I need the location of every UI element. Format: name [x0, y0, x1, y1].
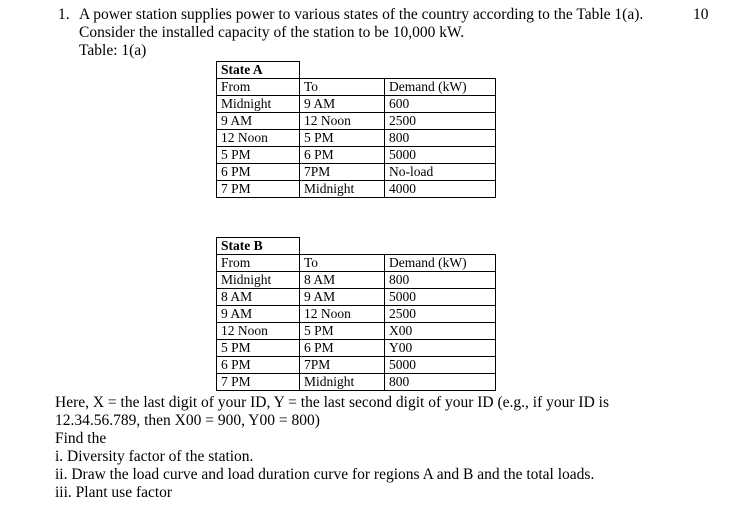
table-cell: 5000 — [385, 357, 496, 374]
header-to: To — [300, 79, 385, 96]
table-cell: 800 — [385, 374, 496, 391]
table-row — [217, 323, 496, 340]
table-row — [217, 164, 496, 181]
table-cell: 6 PM — [217, 164, 300, 181]
task-item: iii. Plant use factor — [55, 484, 173, 501]
table-cell: 5 PM — [300, 323, 385, 340]
table-row — [217, 340, 496, 357]
table-cell: 9 AM — [217, 113, 300, 130]
table-row — [217, 357, 496, 374]
table-cell: 7PM — [300, 164, 385, 181]
table-cell: Y00 — [385, 340, 496, 357]
note-line-1: Here, X = the last digit of your ID, Y = the last second digit of your ID (e.g., if your ID is — [55, 394, 609, 411]
task-item: ii. Draw the load curve and load duration curve for regions A and B and the total loads. — [55, 466, 595, 483]
table-cell: 5 PM — [300, 130, 385, 147]
table-row — [217, 130, 496, 147]
question-line-1: A power station supplies power to various states of the country according to the Table 1(a). — [79, 6, 644, 23]
table-cell: 6 PM — [300, 147, 385, 164]
state-b-title: State B — [217, 238, 300, 255]
table-cell: X00 — [385, 323, 496, 340]
state-b-table — [216, 237, 496, 391]
table-row — [217, 306, 496, 323]
table-row — [217, 113, 496, 130]
header-to: To — [300, 255, 385, 272]
table-row — [217, 147, 496, 164]
table-cell: Midnight — [217, 272, 300, 289]
table-row — [217, 96, 496, 113]
header-from: From — [217, 255, 300, 272]
header-demand: Demand (kW) — [385, 79, 496, 96]
table-cell: 9 AM — [300, 289, 385, 306]
table-cell: 9 AM — [300, 96, 385, 113]
table-cell: 6 PM — [217, 357, 300, 374]
table-cell: 4000 — [385, 181, 496, 198]
table-cell: 7 PM — [217, 181, 300, 198]
question-line-2: Consider the installed capacity of the station to be 10,000 kW. — [79, 24, 465, 41]
header-from: From — [217, 79, 300, 96]
table-header-row — [217, 79, 496, 96]
table-cell: No-load — [385, 164, 496, 181]
table-row — [217, 272, 496, 289]
table-cell: Midnight — [300, 181, 385, 198]
table-row — [217, 181, 496, 198]
table-cell: 12 Noon — [217, 323, 300, 340]
table-row — [217, 374, 496, 391]
table-cell: 5000 — [385, 147, 496, 164]
table-cell: 9 AM — [217, 306, 300, 323]
state-a-table — [216, 61, 496, 198]
table-cell: 12 Noon — [300, 113, 385, 130]
question-marks: 10 — [693, 6, 709, 23]
table-cell: 5 PM — [217, 147, 300, 164]
table-header-row — [217, 255, 496, 272]
table-cell: 8 AM — [217, 289, 300, 306]
table-cell: 7PM — [300, 357, 385, 374]
header-demand: Demand (kW) — [385, 255, 496, 272]
table-cell: 2500 — [385, 113, 496, 130]
table-cell: 12 Noon — [300, 306, 385, 323]
table-cell: Midnight — [300, 374, 385, 391]
find-the-label: Find the — [55, 430, 107, 447]
table-row — [217, 289, 496, 306]
question-number: 1. — [58, 6, 70, 23]
table-cell: 7 PM — [217, 374, 300, 391]
state-a-title: State A — [217, 62, 300, 79]
table-cell: 12 Noon — [217, 130, 300, 147]
table-row — [217, 238, 496, 255]
table-cell: 600 — [385, 96, 496, 113]
table-cell: 5 PM — [217, 340, 300, 357]
table-cell: 2500 — [385, 306, 496, 323]
table-cell: 6 PM — [300, 340, 385, 357]
table-cell: 8 AM — [300, 272, 385, 289]
table-cell: 5000 — [385, 289, 496, 306]
note-line-2: 12.34.56.789, then X00 = 900, Y00 = 800) — [55, 412, 320, 429]
table-cell: 800 — [385, 130, 496, 147]
table-cell: Midnight — [217, 96, 300, 113]
table-caption: Table: 1(a) — [79, 42, 147, 59]
table-cell: 800 — [385, 272, 496, 289]
task-item: i. Diversity factor of the station. — [55, 448, 254, 465]
table-row — [217, 62, 496, 79]
